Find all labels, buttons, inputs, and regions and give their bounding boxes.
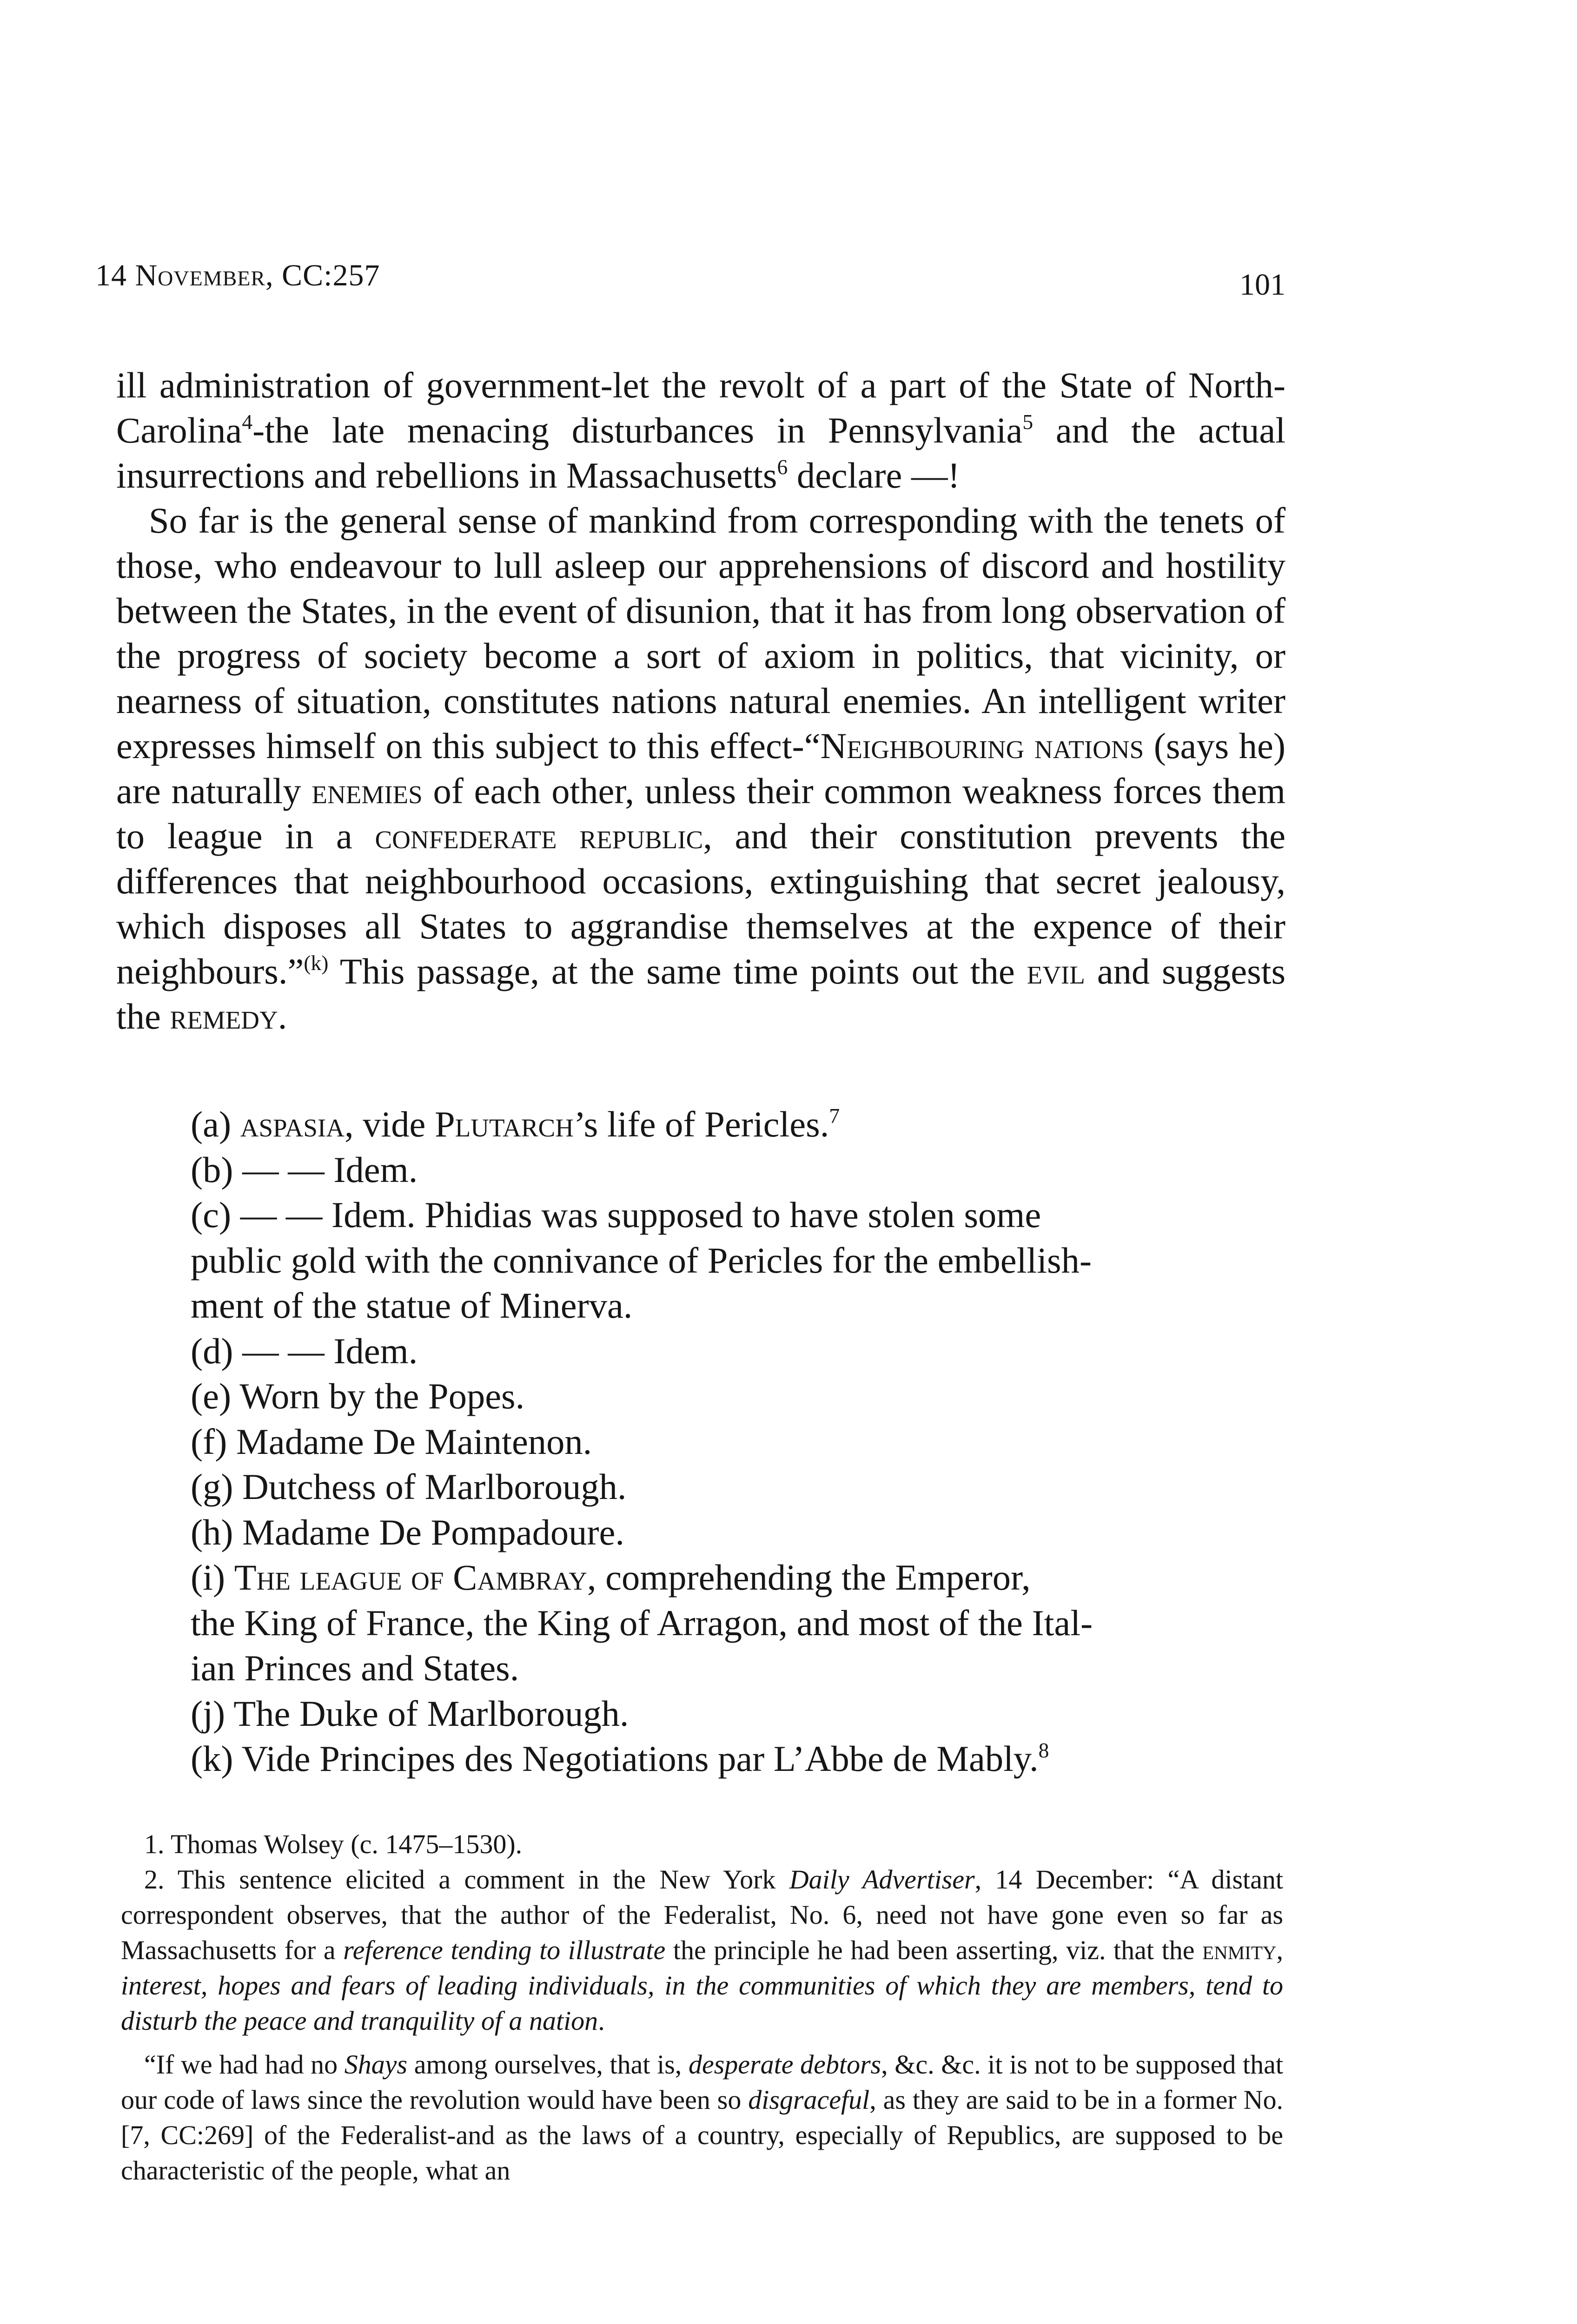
author-notes <box>191 1102 1246 1782</box>
footnote-ref-5: 5 <box>1022 409 1034 434</box>
note-k: (k) Vide Principes des Negotiations par L’Abbe de Mably.$^8$ <box>191 1738 1049 1779</box>
note-b: (b) — — Idem. <box>191 1149 418 1190</box>
note-h: (h) Madame De Pompadoure. <box>191 1512 624 1552</box>
page-number: 101 <box>1239 268 1285 302</box>
footnote-2-continued: “If we had had no Shays among ourselves, that is, desperate debtors, &c. &c. it is not to be supposed that our code of laws since the revolution would have been so disgraceful, as they are said to be in a former No. [7, CC:269] of the Federalist-and as the laws of a country, especially of Republics, are supposed to be characteristic of the people, what an <box>121 2049 1283 2185</box>
footnote-ref-6: 6 <box>777 455 788 479</box>
note-e: (e) Worn by the Popes. <box>191 1376 525 1416</box>
note-c: (c) — — Idem. Phidias was supposed to have stolen some public gold with the connivance of Pericles for the embellish- ment of the statue of Minerva. <box>191 1195 1092 1326</box>
footnote-1: 1. Thomas Wolsey (c. 1475–1530). <box>144 1829 523 1859</box>
note-f: (f) Madame De Maintenon. <box>191 1421 592 1462</box>
note-j: (j) The Duke of Marlborough. <box>191 1693 629 1734</box>
page-header <box>95 258 1285 309</box>
running-head: 14 November, CC:257 <box>95 258 380 292</box>
note-ref-k: (k) <box>304 951 329 975</box>
paragraph-2: So far is the general sense of mankind from corresponding with the tenets of those, who endeavour to lull asleep our apprehensions of discord and hostility between the States, in the event of disunion, that it has from long observation of the progress of society become a sort of axiom in politics, that vicinity, or nearness of situation, constitutes nations natural enemies. An intelligent writer expresses himself on this subject to this effect-“Neighbouring nations (says he) are naturally enemies of each other, unless their common weakness forces them to league in a confederate republic, and their constitution prevents the differences that neighbourhood occasions, extinguishing that secret jealousy, which disposes all States to aggrandise themselves at the expence of their neighbours.”$^{(k)}$ This passage, at the same time points out the evil and suggests the remedy. <box>116 500 1285 1037</box>
note-a: (a) aspasia, vide Plutarch’s life of Pericles.$^7$ <box>191 1103 840 1144</box>
note-i: (i) The league of Cambray, comprehending the Emperor, the King of France, the King of Arragon, and most of the Ital- ian Princes and States. <box>191 1557 1093 1688</box>
editorial-footnotes <box>121 1827 1283 2188</box>
footnote-2: 2. This sentence elicited a comment in the New York Daily Advertiser, 14 December: “A distant correspondent observes, that the author of the Federalist, No. 6, need not have gone even so far as Massachusetts for a reference tending to illustrate the principle he had been asserting, viz. that the enmity, interest, hopes and fears of leading individuals, in the communities of which they are members, tend to disturb the peace and tranquility of a nation. <box>121 1864 1283 2036</box>
footnote-ref-4: 4 <box>242 409 253 434</box>
note-d: (d) — — Idem. <box>191 1330 418 1371</box>
note-g: (g) Dutchess of Marlborough. <box>191 1466 627 1507</box>
paragraph-1: ill administration of government-let the revolt of a part of the State of North-Carolina$^4$-the late menacing disturbances in Pennsylvania$^5$ and the actual insurrections and rebellions in Massachusetts$^6$ declare —! <box>116 365 1286 495</box>
main-text <box>116 363 1285 1039</box>
